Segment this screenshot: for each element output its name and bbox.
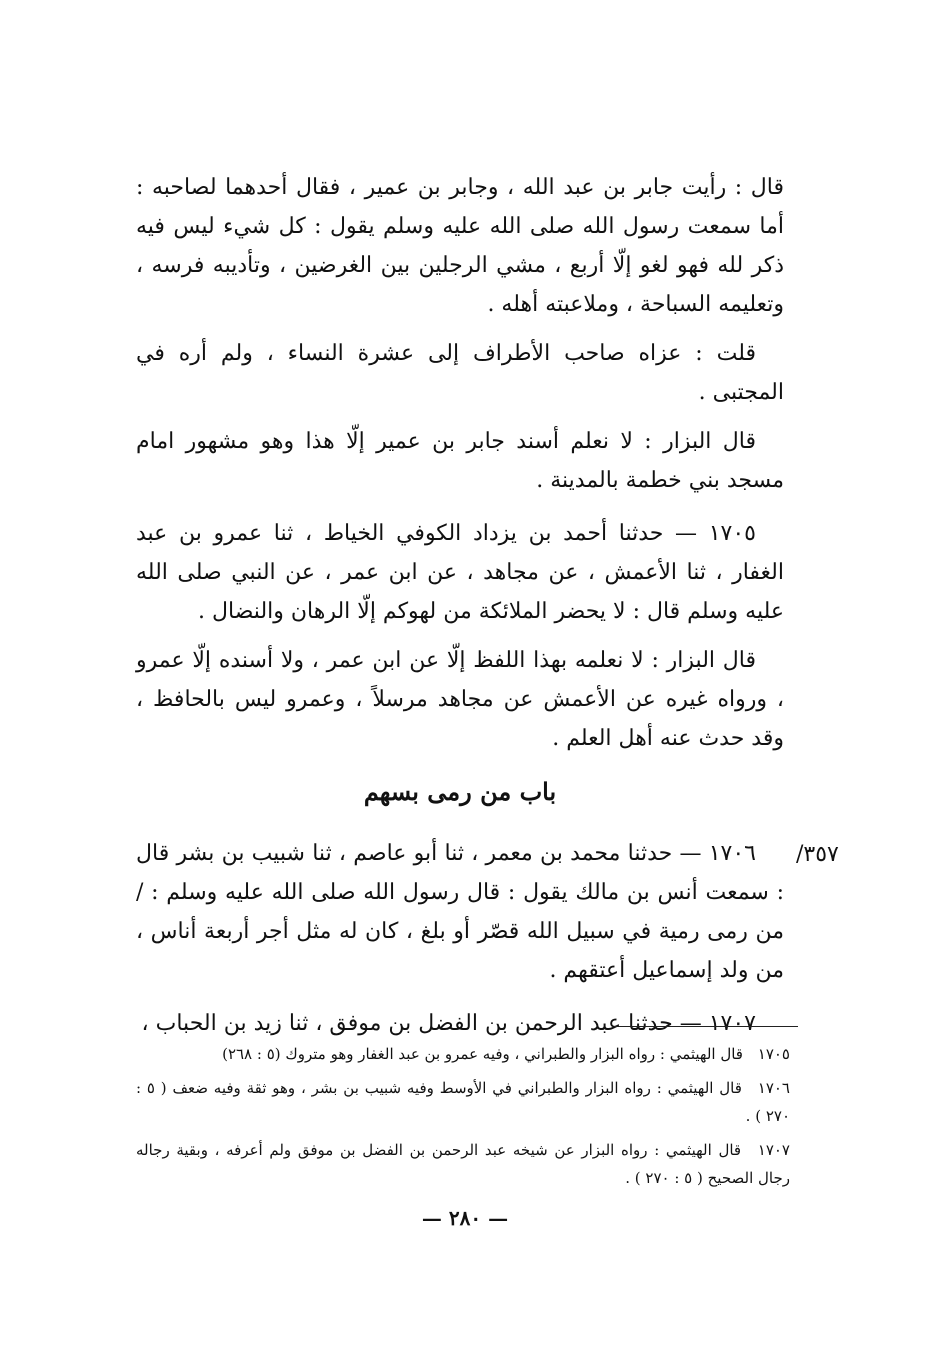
- section-heading: باب من رمى بسهم: [363, 777, 557, 806]
- footnote-divider: [614, 1026, 798, 1027]
- paragraph-note-atraf: قلت : عزاه صاحب الأطراف إلى عشرة النساء ، ولم أره في المجتبى .: [136, 341, 784, 405]
- paragraph-hadith-1707: ١٧٠٧ — حدثنا عبد الرحمن بن الفضل بن موفق ، ثنا زيد بن الحباب ،: [141, 1011, 756, 1036]
- footnote-number: ١٧٠٥: [757, 1045, 790, 1063]
- footnote-1706: [136, 1074, 790, 1130]
- paragraph-bazzar-comment-2: قال البزار : لا نعلمه بهذا اللفظ إلّا عن ابن عمر ، ولا أسنده إلّا عمرو ، ورواه غيره عن الأعمش عن مجاهد مرسلاً ، وعمرو ليس بالحافظ ، وقد حدث عنه أهل العلم .: [136, 648, 784, 751]
- footnotes: [136, 1040, 790, 1198]
- paragraph-hadith-continuation: قال : رأيت جابر بن عبد الله ، وجابر بن عمير ، فقال أحدهما لصاحبه : أما سمعت رسول الله صلى الله عليه وسلم يقول : كل شيء ليس فيه ذكر لله فهو لغو إلّا أربع ، مشي الرجلين بين الغرضين ، وتأديبه فرسه ، وتعليمه السباحة ، وملاعبته أهله .: [136, 175, 784, 317]
- footnote-1705: [136, 1040, 790, 1068]
- paragraph-hadith-1705: ١٧٠٥ — حدثنا أحمد بن يزداد الكوفي الخياط ، ثنا عمرو بن عبد الغفار ، ثنا الأعمش ، عن مجاهد ، عن ابن عمر ، عن النبي صلى الله عليه وسلم قال : لا يحضر الملائكة من لهوكم إلّا الرهان والنضال .: [136, 521, 784, 624]
- footnote-1707: [136, 1136, 790, 1192]
- footnote-text: قال الهيثمي : رواه البزار والطبراني في الأوسط وفيه شبيب بن بشر ، وهو ثقة وفيه ضعف ( ٥ : ٢٧٠ ) .: [136, 1079, 790, 1125]
- margin-page-reference: ٣٥٧/: [796, 842, 839, 867]
- footnote-number: ١٧٠٧: [757, 1141, 790, 1159]
- paragraph-bazzar-comment-1: قال البزار : لا نعلم أسند جابر بن عمير إلّا هذا وهو مشهور امام مسجد بني خطمة بالمدينة .: [136, 429, 784, 493]
- footnote-text: قال الهيثمي : رواه البزار والطبراني ، وفيه عمرو بن عبد الغفار وهو متروك (٥ : ٢٦٨): [222, 1045, 743, 1063]
- page-number: — ٢٨٠ —: [421, 1206, 509, 1230]
- footnote-text: قال الهيثمي : رواه البزار عن شيخه عبد الرحمن بن الفضل بن موفق ولم أعرفه ، وبقية رجاله رجال الصحيح ( ٥ : ٢٧٠ ) .: [136, 1141, 790, 1187]
- paragraph-hadith-1706: ١٧٠٦ — حدثنا محمد بن معمر ، ثنا أبو عاصم ، ثنا شبيب بن بشر قال : سمعت أنس بن مالك يقول : قال رسول الله صلى الله عليه وسلم : / من رمى رمية في سبيل الله قصّر أو بلغ ، كان له مثل أجر أربعة أناس ، من ولد إسماعيل أعتقهم .: [136, 841, 784, 983]
- footnote-number: ١٧٠٦: [757, 1079, 790, 1097]
- main-text: [136, 168, 784, 1053]
